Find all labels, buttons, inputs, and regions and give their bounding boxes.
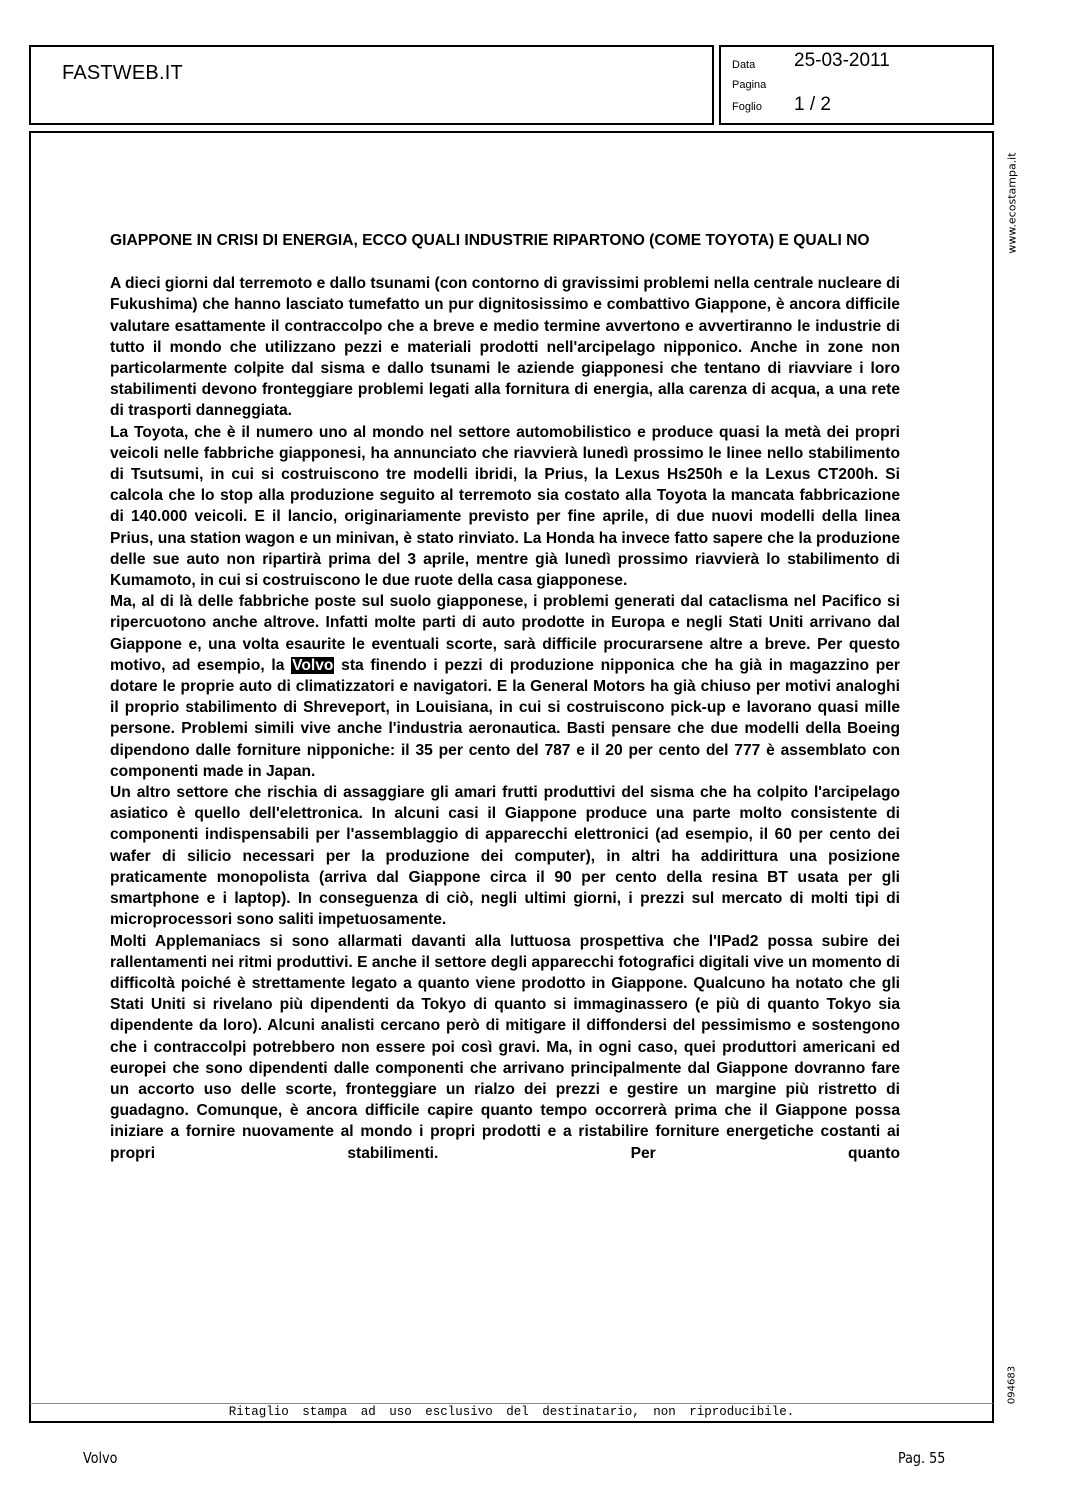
data-value: 25-03-2011 xyxy=(794,50,890,71)
footer-keyword: Volvo xyxy=(83,1449,118,1467)
footer-notice-bar xyxy=(29,1403,994,1423)
publication-name: FASTWEB.IT xyxy=(62,62,183,84)
article-paragraph-3 xyxy=(110,591,900,782)
side-url-text: www.ecostampa.it xyxy=(1005,152,1019,254)
side-code xyxy=(1004,1360,1020,1410)
footer-page-number: Pag. 55 xyxy=(898,1449,946,1467)
highlighted-keyword: Volvo xyxy=(292,656,334,674)
article-paragraph-4: Un altro settore che rischia di assaggiare gli amari frutti produttivi del sisma che ha colpito l'arcipelago asiatico è quello dell'elettronica. In alcuni casi il Giappone produce una parte molto consistente di componenti indispensabili per l'assemblaggio di apparecchi elettronici (ad esempio, il 60 per cento dei wafer di silicio necessari per la produzione dei computer), in altri ha addirittura una posizione praticamente monopolista (arriva dal Giappone circa il 90 per cento della resina BT usata per gli smartphone e i laptop). In conseguenza di ciò, negli ultimi giorni, i prezzi sul mercato di molti tipi di microprocessori sono saliti impetuosamente. xyxy=(110,784,900,929)
foglio-value: 1 / 2 xyxy=(794,94,831,115)
paragraph-3-after: sta finendo i pezzi di produzione nipponica che ha già in magazzino per dotare le proprie auto di climatizzatori e navigatori. E la General Motors ha già chiuso per motivi analoghi il proprio stabilimento di Shreveport, in Louisiana, in cui si costruiscono pick-up e lavorano quasi mille persone. Problemi simili vive anche l'industria aeronautica. Basti pensare che due modelli della Boeing dipendono dalle forniture nipponiche: il 35 per cento del 787 e il 20 per cento del 777 è assemblato con componenti made in Japan. xyxy=(110,656,900,780)
article-paragraph-2: La Toyota, che è il numero uno al mondo nel settore automobilistico e produce quasi la metà dei propri veicoli nelle fabbriche giapponesi, ha annunciato che riavvierà lunedì prossimo le linee nello stabilimento di Tsutsumi, in cui si costruiscono tre modelli ibridi, la Prius, la Lexus Hs250h e la Lexus CT200h. Si calcola che lo stop alla produzione seguito al terremoto sia costato alla Toyota la mancata fabbricazione di 140.000 veicoli. E il lancio, originariamente previsto per fine aprile, di due nuovi modelli della linea Prius, una station wagon e un minivan, è stato rinviato. La Honda ha invece fatto sapere che la produzione delle sue auto non ripartirà prima del 3 aprile, mentre già lunedì prossimo riavvierà lo stabilimento di Kumamoto, in cui si costruiscono le due ruote della casa giapponese. xyxy=(110,423,900,590)
side-code-text: 094683 xyxy=(1006,1365,1018,1405)
data-label: Data xyxy=(732,59,756,71)
header-info-box xyxy=(719,45,994,125)
article-title: GIAPPONE IN CRISI DI ENERGIA, ECCO QUALI INDUSTRIE RIPARTONO (COME TOYOTA) E QUALI NO xyxy=(110,232,870,249)
article xyxy=(110,230,900,1164)
foglio-label: Foglio xyxy=(732,101,762,113)
article-paragraph-5: Molti Applemaniacs si sono allarmati davanti alla luttuosa prospettiva che l'IPad2 possa subire dei rallentamenti nei ritmi produttivi. E anche il settore degli apparecchi fotografici digitali vive un momento di difficoltà poiché è strettamente legato a quanto viene prodotto in Giappone. Qualcuno ha notato che gli Stati Uniti si rivelano più dipendenti da Tokyo di quanto si immaginassero (e più di quanto Tokyo sia dipendente da loro). Alcuni analisti cercano però di mitigare il diffondersi del pessimismo e sostengono che i contraccolpi potrebbero non essere poi così gravi. Ma, in ogni caso, quei produttori americani ed europei che sono dipendenti dalle componenti che arrivano principalmente dal Giappone dovranno fare un accorto uso delle scorte, fronteggiare un rialzo dei prezzi e gestire un margine più ristretto di guadagno. Comunque, è ancora difficile capire quanto tempo occorrerà prima che il Giappone possa iniziare a fornire nuovamente al mondo i propri prodotti e a ristabilire forniture energetiche costanti ai propri stabilimenti. Per quanto xyxy=(110,932,900,1162)
pagina-label: Pagina xyxy=(732,79,767,91)
footer-notice: Ritaglio stampa ad uso esclusivo del destinatario, non riproducibile. xyxy=(228,1405,795,1419)
paragraph-3-before: Ma, al di là delle fabbriche poste sul suolo giapponese, i problemi generati dal cataclisma nel Pacifico si ripercuotono anche altrove. Infatti molte parti di auto prodotte in Europa e negli Stati Uniti arrivano dal Giappone e, una volta esaurite le eventuali scorte, sarà difficile procurarsene altre a breve. Per questo motivo, ad esempio, la xyxy=(110,593,900,674)
article-paragraph-1: A dieci giorni dal terremoto e dallo tsunami (con contorno di gravissimi problemi nella centrale nucleare di Fukushima) che hanno lasciato tumefatto un pur dignitosissimo e combattivo Giappone, è ancora difficile valutare esattamente il contraccolpo che a breve e medio termine avvertono e avvertiranno le industrie di tutto il mondo che utilizzano pezzi e materiali prodotti nell'arcipelago nipponico. Anche in zone non particolarmente colpite dal sisma e dallo tsunami le aziende giapponesi che tentano di riavviare i loro stabilimenti devono fronteggiare problemi legati alla fornitura di energia, alla carenza di acqua, a una rete di trasporti danneggiata. xyxy=(110,275,900,420)
header-publication-box xyxy=(29,45,714,125)
side-url xyxy=(1004,143,1020,263)
